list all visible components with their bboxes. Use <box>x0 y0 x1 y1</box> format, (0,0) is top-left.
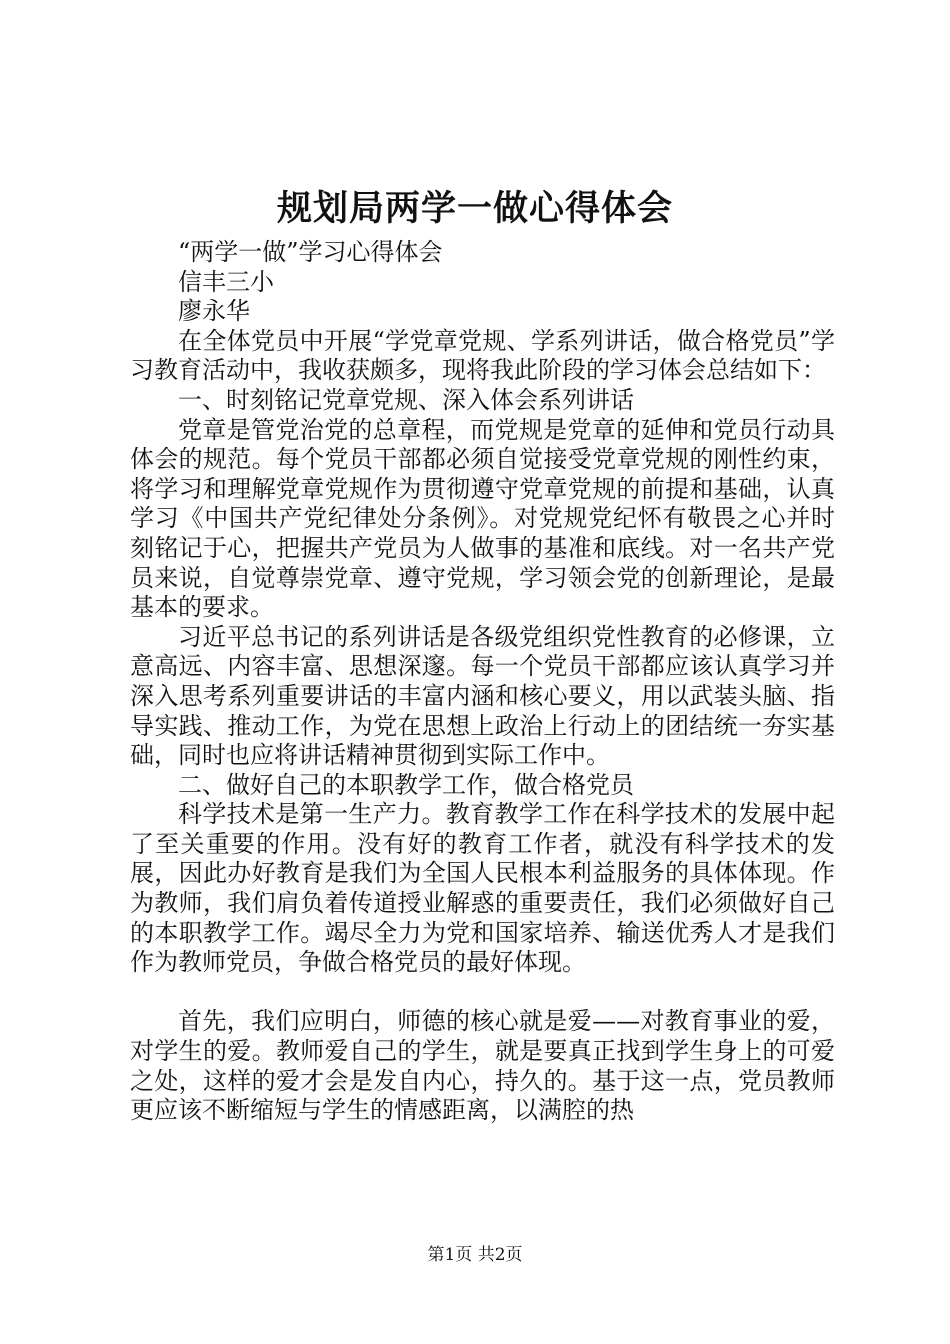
section-heading-2: 二、做好自己的本职教学工作，做合格党员 <box>178 770 634 799</box>
intro-paragraph: 在全体党员中开展“学党章党规、学系列讲话，做合格党员”学习教育活动中，我收获颇多，现将我此阶段的学习体会总结如下： <box>130 326 835 385</box>
section-heading-1: 一、时刻铭记党章党规、深入体会系列讲话 <box>178 385 634 414</box>
subtitle-paragraph: “两学一做”学习心得体会 <box>178 238 443 266</box>
paragraph-gap <box>130 978 835 1008</box>
body-paragraph-2: 习近平总书记的系列讲话是各级党组织党性教育的必修课，立意高远、内容丰富、思想深邃。每一个党员干部都应该认真学习并深入思考系列重要讲话的丰富内涵和核心要义，用以武装头脑、指导实践、推动工作，为党在思想上政治上行动上的团结统一夯实基础，同时也应将讲话精神贯彻到实际工作中。 <box>130 622 835 770</box>
page-footer: 第1页 共2页 <box>427 1245 523 1265</box>
author-paragraph: 廖永华 <box>178 297 250 326</box>
body-paragraph-1: 党章是管党治党的总章程，而党规是党章的延伸和党员行动具体会的规范。每个党员干部都必须自觉接受党章党规的刚性约束，将学习和理解党章党规作为贯彻遵守党章党规的前提和基础，认真学习《中国共产党纪律处分条例》。对党规党纪怀有敬畏之心并时刻铭记于心，把握共产党员为人做事的基准和底线。对一名共产党员来说，自觉尊崇党章、遵守党规，学习领会党的创新理论，是最基本的要求。 <box>130 415 835 622</box>
document-title: 规划局两学一做心得体会 <box>276 188 673 229</box>
school-paragraph: 信丰三小 <box>178 267 274 296</box>
document-body <box>130 238 835 1126</box>
body-paragraph-4: 首先，我们应明白，师德的核心就是爱——对教育事业的爱，对学生的爱。教师爱自己的学生，就是要真正找到学生身上的可爱之处，这样的爱才会是发自内心，持久的。基于这一点，党员教师更应该不断缩短与学生的情感距离，以满腔的热 <box>130 1007 835 1125</box>
body-paragraph-3: 科学技术是第一生产力。教育教学工作在科学技术的发展中起了至关重要的作用。没有好的教育工作者，就没有科学技术的发展，因此办好教育是我们为全国人民根本利益服务的具体体现。作为教师，我们肩负着传道授业解惑的重要责任，我们必须做好自己的本职教学工作。竭尽全力为党和国家培养、输送优秀人才是我们作为教师党员，争做合格党员的最好体现。 <box>130 800 835 977</box>
